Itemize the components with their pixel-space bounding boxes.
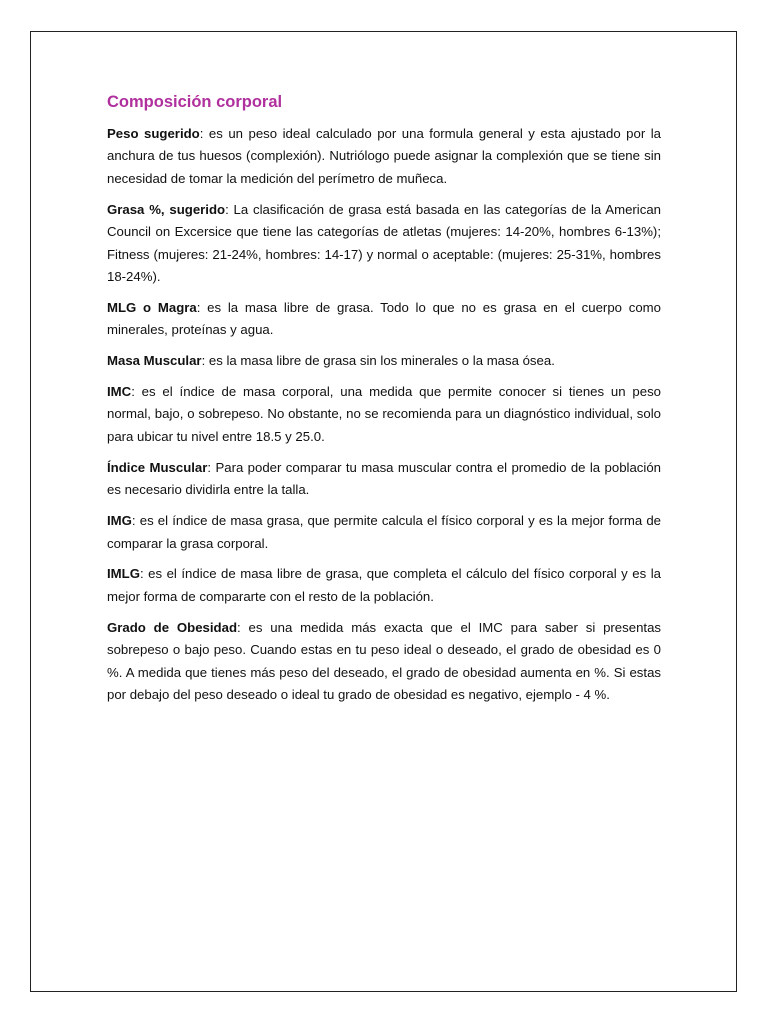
definition-term: Grado de Obesidad	[107, 619, 238, 635]
definition-grado-obesidad	[107, 617, 661, 707]
definition-term: Índice Muscular	[107, 459, 208, 475]
definition-term: Grasa %, sugerido	[107, 201, 226, 217]
definition-text: : es la masa libre de grasa sin los minerales o la masa ósea.	[201, 353, 555, 369]
definition-term: Masa Muscular	[107, 353, 202, 369]
definition-text: : es la masa libre de grasa. Todo lo que no es grasa en el cuerpo como minerales, proteínas y agua.	[107, 299, 661, 338]
definition-term: MLG o Magra	[107, 299, 197, 315]
definition-imlg	[107, 563, 661, 608]
definition-text: : Para poder comparar tu masa muscular contra el promedio de la población es necesario dividirla entre la talla.	[107, 459, 661, 498]
definition-term: IMG	[107, 513, 132, 529]
definition-text: : es el índice de masa libre de grasa, que completa el cálculo del físico corporal y es la mejor forma de compararte con el resto de la población.	[107, 566, 661, 604]
definition-text: : es el índice de masa corporal, una medida que permite conocer si tienes un peso normal, bajo, o sobrepeso. No obstante, no se recomienda para un diagnóstico individual, solo para ubicar tu nivel entre 18.5 y 25.0.	[107, 384, 661, 444]
document-title: Composición corporal	[107, 93, 283, 111]
document-content	[107, 90, 661, 715]
definition-text: : es una medida más exacta que el IMC para saber si presentas sobrepeso o bajo peso. Cuando estas en tu peso ideal o deseado, el grado de obesidad es 0 %. A medida que tienes más peso del deseado, el grado de obesidad aumenta en %. Si estas por debajo del peso deseado o ideal tu grado de obesidad es negativo, ejemplo - 4 %.	[107, 619, 661, 702]
definition-term: IMC	[107, 384, 132, 400]
definition-peso-sugerido	[107, 123, 661, 190]
definition-term: Peso sugerido	[107, 126, 200, 141]
definition-imc	[107, 381, 661, 448]
definition-grasa-sugerido	[107, 199, 661, 289]
definition-indice-muscular	[107, 457, 661, 502]
definition-text: : es el índice de masa grasa, que permite calcula el físico corporal y es la mejor forma de comparar la grasa corporal.	[107, 513, 661, 551]
definition-text: : La clasificación de grasa está basada en las categorías de la American Council on Excersice que tiene las categorías de atletas (mujeres: 14-20%, hombres 6-13%); Fitness (mujeres: 21-24%, hombres: 14-17) y normal o aceptable: (mujeres: 25-31%, hombres 18-24%).	[107, 201, 661, 284]
definition-img	[107, 510, 661, 555]
document-page	[30, 31, 737, 992]
definition-term: IMLG	[107, 566, 140, 582]
definition-mlg-magra	[107, 297, 661, 342]
definition-masa-muscular	[107, 350, 661, 372]
definition-text: : es un peso ideal calculado por una formula general y esta ajustado por la anchura de tus huesos (complexión). Nutriólogo puede asignar la complexión que se tiene sin necesidad de tomar la medición del perímetro de muñeca.	[107, 126, 661, 186]
